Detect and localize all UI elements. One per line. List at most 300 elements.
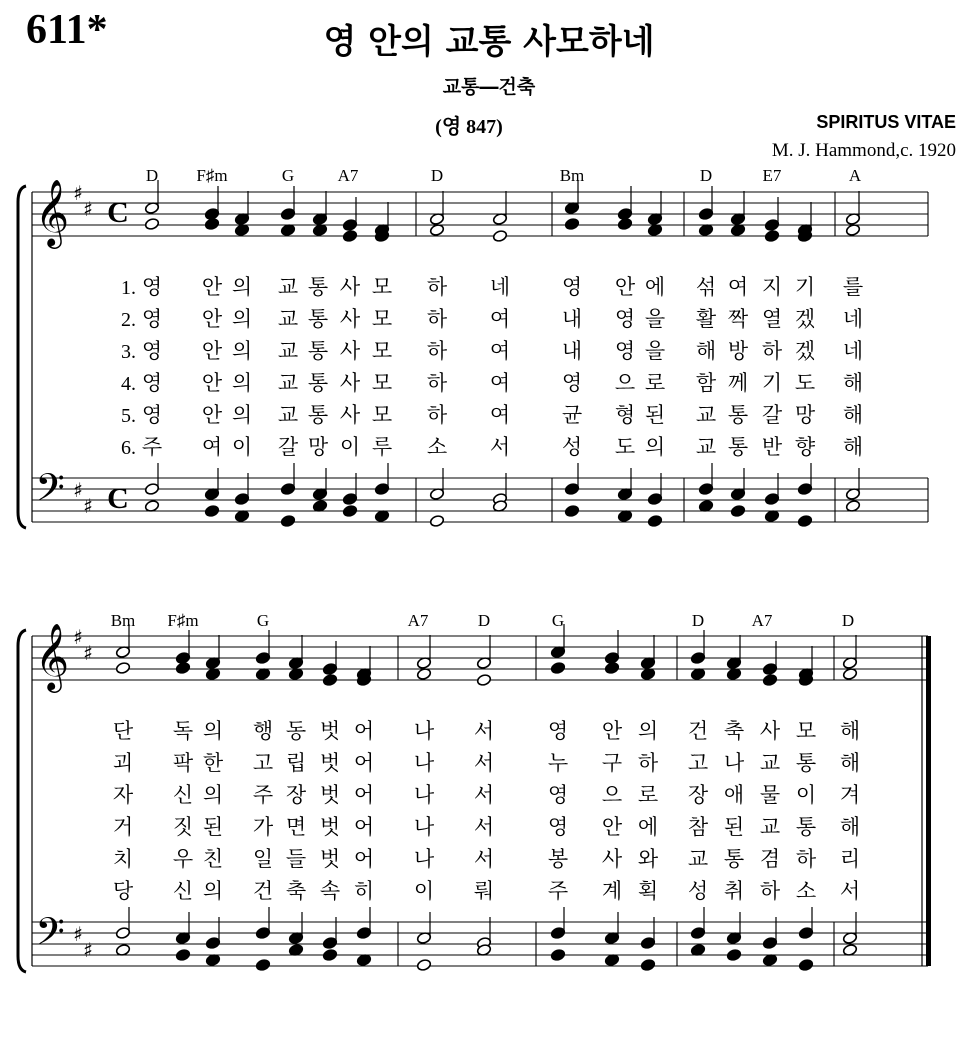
note-head xyxy=(255,926,270,939)
note-head xyxy=(280,482,295,495)
lyric-syllable: 균 xyxy=(561,403,583,427)
lyric-syllable: 겠 xyxy=(794,339,816,363)
lyric-syllable: 취 xyxy=(723,879,745,903)
lyric-syllable: 립 xyxy=(285,751,307,775)
lyric-syllable: 어 xyxy=(353,719,375,743)
note-head xyxy=(175,661,190,674)
lyric-syllable: 영 xyxy=(614,339,636,363)
lyric-syllable: 벗 xyxy=(319,783,341,807)
lyric-syllable: 활 xyxy=(695,307,717,331)
lyric-syllable: 안 xyxy=(614,275,636,299)
lyric-syllable: 행 xyxy=(252,719,274,743)
lyric-syllable: 와 xyxy=(637,847,659,871)
note-head xyxy=(374,482,389,495)
note-head xyxy=(762,673,777,686)
verse-number: 3. xyxy=(121,341,136,363)
lyric-syllable: 영 xyxy=(614,307,636,331)
lyric-syllable: 에 xyxy=(644,275,666,299)
lyric-syllable: 독 xyxy=(172,719,194,743)
lyric-syllable: 모 xyxy=(795,719,817,743)
chord-symbol: F♯m xyxy=(196,166,228,185)
lyric-syllable: 향 xyxy=(794,435,816,459)
lyric-syllable: 영 xyxy=(141,339,163,363)
note-head xyxy=(144,482,159,495)
verse-number: 2. xyxy=(121,309,136,331)
note-head xyxy=(205,936,220,949)
chord-symbol: Bm xyxy=(559,166,585,185)
note-head xyxy=(322,673,337,686)
lyric-syllable: 들 xyxy=(285,847,307,871)
lyric-syllable: 네 xyxy=(489,275,511,299)
lyric-syllable: 모 xyxy=(371,371,393,395)
lyric-syllable: 통 xyxy=(795,751,817,775)
lyric-syllable: 서 xyxy=(473,847,495,871)
lyric-syllable: 나 xyxy=(413,751,435,775)
verse-number: 1. xyxy=(121,277,136,299)
lyric-syllable: 이 xyxy=(231,435,253,459)
lyric-syllable: 하 xyxy=(426,403,448,427)
lyric-syllable: 여 xyxy=(489,339,511,363)
lyric-syllable: 영 xyxy=(141,307,163,331)
lyric-syllable: 구 xyxy=(601,751,623,775)
chord-symbol: G xyxy=(551,611,565,630)
note-head xyxy=(698,207,713,220)
lyric-syllable: 당 xyxy=(112,879,134,903)
lyric-syllable: 영 xyxy=(561,371,583,395)
time-signature: C xyxy=(107,196,129,229)
lyric-syllable: 짝 xyxy=(727,307,749,331)
lyric-syllable: 된 xyxy=(202,815,224,839)
lyric-syllable: 해 xyxy=(842,403,864,427)
lyric-syllable: 기 xyxy=(761,371,783,395)
lyric-syllable: 의 xyxy=(202,719,224,743)
note-head xyxy=(764,229,779,242)
lyric-syllable: 기 xyxy=(794,275,816,299)
lyric-syllable: 뤄 xyxy=(473,879,495,903)
lyric-syllable: 로 xyxy=(644,371,666,395)
lyric-syllable: 한 xyxy=(202,751,224,775)
lyric-syllable: 하 xyxy=(426,371,448,395)
note-head xyxy=(280,514,295,527)
lyric-syllable: 히 xyxy=(353,879,375,903)
lyric-syllable: 영 xyxy=(141,403,163,427)
lyric-syllable: 된 xyxy=(723,815,745,839)
note-head xyxy=(764,218,779,231)
lyric-syllable: 사 xyxy=(339,403,361,427)
chord-symbol: A7 xyxy=(407,611,429,630)
lyric-syllable: 사 xyxy=(759,719,781,743)
note-head xyxy=(342,492,357,505)
lyric-syllable: 주 xyxy=(141,435,163,459)
lyric-syllable: 갈 xyxy=(761,403,783,427)
chord-symbol: G xyxy=(281,166,295,185)
lyric-syllable: 축 xyxy=(723,719,745,743)
lyric-syllable: 안 xyxy=(201,275,223,299)
note-head xyxy=(322,936,337,949)
lyric-syllable: 장 xyxy=(285,783,307,807)
lyric-syllable: 통 xyxy=(307,371,329,395)
lyric-syllable: 의 xyxy=(231,275,253,299)
lyric-syllable: 망 xyxy=(794,403,816,427)
lyric-syllable: 사 xyxy=(339,307,361,331)
lyric-syllable: 단 xyxy=(112,719,134,743)
lyric-syllable: 성 xyxy=(561,435,583,459)
note-head xyxy=(492,229,507,242)
lyric-syllable: 영 xyxy=(547,719,569,743)
lyric-syllable: 해 xyxy=(695,339,717,363)
note-head xyxy=(476,673,491,686)
tune-name: SPIRITUS VITAE xyxy=(816,112,956,132)
lyric-syllable: 면 xyxy=(285,815,307,839)
lyric-syllable: 애 xyxy=(723,783,745,807)
final-barline-thick xyxy=(926,636,931,966)
lyric-syllable: 안 xyxy=(601,815,623,839)
lyric-syllable: 교 xyxy=(759,751,781,775)
sharp-icon: ♯ xyxy=(73,478,83,502)
lyric-syllable: 함 xyxy=(695,371,717,395)
lyric-syllable: 을 xyxy=(644,339,666,363)
note-head xyxy=(797,482,812,495)
note-head xyxy=(564,482,579,495)
lyric-syllable: 를 xyxy=(842,275,864,299)
lyric-syllable: 벗 xyxy=(319,815,341,839)
lyric-syllable: 의 xyxy=(644,435,666,459)
lyric-syllable: 참 xyxy=(687,815,709,839)
lyric-syllable: 나 xyxy=(413,719,435,743)
lyric-syllable: 일 xyxy=(252,847,274,871)
lyric-syllable: 지 xyxy=(761,275,783,299)
lyric-syllable: 성 xyxy=(687,879,709,903)
lyric-syllable: 통 xyxy=(307,403,329,427)
lyric-syllable: 교 xyxy=(695,435,717,459)
lyric-syllable: 의 xyxy=(231,339,253,363)
lyric-syllable: 친 xyxy=(202,847,224,871)
note-head xyxy=(640,936,655,949)
note-head xyxy=(647,492,662,505)
lyric-syllable: 하 xyxy=(759,879,781,903)
note-head xyxy=(342,504,357,517)
lyric-syllable: 방 xyxy=(727,339,749,363)
lyric-syllable: 치 xyxy=(112,847,134,871)
lyric-syllable: 통 xyxy=(307,339,329,363)
lyric-syllable: 교 xyxy=(277,403,299,427)
lyric-syllable: 반 xyxy=(761,435,783,459)
lyric-syllable: 어 xyxy=(353,751,375,775)
note-head xyxy=(322,662,337,675)
lyric-syllable: 의 xyxy=(231,403,253,427)
lyric-syllable: 교 xyxy=(277,371,299,395)
lyric-syllable: 갈 xyxy=(277,435,299,459)
lyric-syllable: 모 xyxy=(371,339,393,363)
lyric-syllable: 건 xyxy=(252,879,274,903)
chord-symbol: Bm xyxy=(110,611,136,630)
lyric-syllable: 이 xyxy=(795,783,817,807)
lyric-syllable: 서 xyxy=(473,719,495,743)
note-head xyxy=(550,948,565,961)
note-head xyxy=(726,948,741,961)
note-head xyxy=(144,217,159,230)
lyric-syllable: 섞 xyxy=(695,275,717,299)
lyric-syllable: 고 xyxy=(687,751,709,775)
note-head xyxy=(730,504,745,517)
note-head xyxy=(690,926,705,939)
lyric-syllable: 열 xyxy=(761,307,783,331)
lyric-syllable: 신 xyxy=(172,783,194,807)
lyric-syllable: 나 xyxy=(723,751,745,775)
note-head xyxy=(322,948,337,961)
lyric-syllable: 모 xyxy=(371,307,393,331)
chord-symbol: G xyxy=(256,611,270,630)
lyric-syllable: 벗 xyxy=(319,719,341,743)
note-head xyxy=(429,514,444,527)
hymn-reference: (영 847) xyxy=(435,116,503,138)
lyric-syllable: 망 xyxy=(307,435,329,459)
lyric-syllable: 사 xyxy=(339,371,361,395)
lyric-syllable: 하 xyxy=(426,275,448,299)
note-head xyxy=(550,661,565,674)
score-text xyxy=(35,166,863,963)
verse-number: 4. xyxy=(121,373,136,395)
sharp-icon: ♯ xyxy=(83,494,93,518)
sharp-icon: ♯ xyxy=(73,181,83,205)
lyric-syllable: 해 xyxy=(839,719,861,743)
lyric-syllable: 영 xyxy=(141,371,163,395)
lyric-syllable: 네 xyxy=(842,307,864,331)
lyric-syllable: 교 xyxy=(277,275,299,299)
lyric-syllable: 로 xyxy=(637,783,659,807)
note-head xyxy=(416,958,431,971)
lyric-syllable: 도 xyxy=(614,435,636,459)
lyric-syllable: 가 xyxy=(252,815,274,839)
lyric-syllable: 의 xyxy=(231,307,253,331)
chord-symbol: D xyxy=(477,611,491,630)
lyric-syllable: 으 xyxy=(614,371,636,395)
lyric-syllable: 루 xyxy=(371,435,393,459)
note-head xyxy=(280,207,295,220)
lyric-syllable: 의 xyxy=(637,719,659,743)
note-head xyxy=(762,662,777,675)
lyric-syllable: 을 xyxy=(644,307,666,331)
note-head xyxy=(797,514,812,527)
lyric-syllable: 영 xyxy=(141,275,163,299)
lyric-syllable: 이 xyxy=(413,879,435,903)
lyric-syllable: 통 xyxy=(727,435,749,459)
note-head xyxy=(798,926,813,939)
lyric-syllable: 교 xyxy=(277,339,299,363)
chord-symbol: D xyxy=(430,166,444,185)
lyric-syllable: 어 xyxy=(353,783,375,807)
lyric-syllable: 획 xyxy=(637,879,659,903)
lyric-syllable: 소 xyxy=(795,879,817,903)
lyric-syllable: 나 xyxy=(413,815,435,839)
note-head xyxy=(798,958,813,971)
lyric-syllable: 영 xyxy=(561,275,583,299)
note-head xyxy=(617,217,632,230)
chord-symbol: E7 xyxy=(762,166,782,185)
lyric-syllable: 장 xyxy=(687,783,709,807)
lyric-syllable: 교 xyxy=(687,847,709,871)
note-head xyxy=(255,651,270,664)
chord-symbol: D xyxy=(699,166,713,185)
sharp-icon: ♯ xyxy=(73,922,83,946)
chord-symbol: F♯m xyxy=(167,611,199,630)
lyric-syllable: 봉 xyxy=(547,847,569,871)
note-head xyxy=(175,948,190,961)
note-head xyxy=(234,492,249,505)
lyric-syllable: 서 xyxy=(489,435,511,459)
lyric-syllable: 여 xyxy=(489,403,511,427)
lyric-syllable: 누 xyxy=(547,751,569,775)
verse-number: 6. xyxy=(121,437,136,459)
time-signature: C xyxy=(107,482,129,515)
hymn-subtitle: 교통―건축 xyxy=(442,76,536,98)
lyric-syllable: 통 xyxy=(727,403,749,427)
lyric-syllable: 주 xyxy=(547,879,569,903)
lyric-syllable: 신 xyxy=(172,879,194,903)
verse-number: 5. xyxy=(121,405,136,427)
lyric-syllable: 된 xyxy=(644,403,666,427)
note-head xyxy=(564,217,579,230)
note-head xyxy=(342,229,357,242)
note-head xyxy=(764,492,779,505)
lyric-syllable: 모 xyxy=(371,275,393,299)
lyric-syllable: 영 xyxy=(547,783,569,807)
lyric-syllable: 고 xyxy=(252,751,274,775)
lyric-syllable: 도 xyxy=(794,371,816,395)
lyric-syllable: 리 xyxy=(839,847,861,871)
lyric-syllable: 안 xyxy=(201,371,223,395)
lyric-syllable: 괴 xyxy=(112,751,134,775)
lyric-syllable: 벗 xyxy=(319,847,341,871)
lyric-syllable: 여 xyxy=(727,275,749,299)
lyric-syllable: 계 xyxy=(601,879,623,903)
lyric-syllable: 안 xyxy=(201,339,223,363)
chord-symbol: A7 xyxy=(751,611,773,630)
lyric-syllable: 하 xyxy=(637,751,659,775)
lyric-syllable: 사 xyxy=(601,847,623,871)
lyric-syllable: 통 xyxy=(795,815,817,839)
lyric-syllable: 나 xyxy=(413,783,435,807)
note-head xyxy=(564,504,579,517)
lyric-syllable: 의 xyxy=(202,879,224,903)
lyric-syllable: 겠 xyxy=(794,307,816,331)
lyric-syllable: 하 xyxy=(426,307,448,331)
note-head xyxy=(550,926,565,939)
chord-symbol: D xyxy=(691,611,705,630)
note-head xyxy=(647,514,662,527)
lyric-syllable: 형 xyxy=(614,403,636,427)
lyric-syllable: 자 xyxy=(112,783,134,807)
lyric-syllable: 서 xyxy=(473,783,495,807)
lyric-syllable: 안 xyxy=(201,307,223,331)
chord-symbol: A7 xyxy=(337,166,359,185)
lyric-syllable: 내 xyxy=(561,339,583,363)
lyric-syllable: 사 xyxy=(339,275,361,299)
system-1-treble-clef-icon: 𝄞 xyxy=(34,178,70,246)
lyric-syllable: 서 xyxy=(473,751,495,775)
lyric-syllable: 께 xyxy=(727,371,749,395)
note-head xyxy=(698,482,713,495)
lyric-syllable: 거 xyxy=(112,815,134,839)
lyric-syllable: 안 xyxy=(201,403,223,427)
lyric-syllable: 나 xyxy=(413,847,435,871)
system-1-bass-clef-icon: 𝄢 xyxy=(35,465,65,519)
lyric-syllable: 소 xyxy=(426,435,448,459)
lyric-syllable: 물 xyxy=(759,783,781,807)
composer-credit: M. J. Hammond,c. 1920 xyxy=(771,140,956,161)
note-head xyxy=(255,958,270,971)
lyric-syllable: 짓 xyxy=(172,815,194,839)
system-2-treble-clef-icon: 𝄞 xyxy=(34,622,70,690)
lyric-syllable: 해 xyxy=(842,435,864,459)
lyric-syllable: 교 xyxy=(695,403,717,427)
lyric-syllable: 통 xyxy=(723,847,745,871)
sharp-icon: ♯ xyxy=(83,938,93,962)
lyric-syllable: 사 xyxy=(339,339,361,363)
lyric-syllable: 여 xyxy=(201,435,223,459)
lyric-syllable: 해 xyxy=(839,815,861,839)
lyric-syllable: 이 xyxy=(339,435,361,459)
lyric-syllable: 의 xyxy=(231,371,253,395)
lyric-syllable: 겨 xyxy=(839,783,861,807)
system-2-bass-clef-icon: 𝄢 xyxy=(35,909,65,963)
lyric-syllable: 어 xyxy=(353,815,375,839)
note-head xyxy=(640,958,655,971)
hymn-number: 611* xyxy=(26,7,108,53)
lyric-syllable: 주 xyxy=(252,783,274,807)
sharp-icon: ♯ xyxy=(83,197,93,221)
note-head xyxy=(115,926,130,939)
lyric-syllable: 속 xyxy=(319,879,341,903)
lyric-syllable: 동 xyxy=(285,719,307,743)
chord-symbol: D xyxy=(841,611,855,630)
chord-symbol: D xyxy=(145,166,159,185)
lyric-syllable: 팍 xyxy=(172,751,194,775)
lyric-syllable: 벗 xyxy=(319,751,341,775)
lyric-syllable: 하 xyxy=(761,339,783,363)
system-2-bracket xyxy=(18,630,26,972)
lyric-syllable: 통 xyxy=(307,307,329,331)
lyric-syllable: 네 xyxy=(842,339,864,363)
lyric-syllable: 모 xyxy=(371,403,393,427)
lyric-syllable: 서 xyxy=(473,815,495,839)
lyric-syllable: 하 xyxy=(795,847,817,871)
system-1-bracket xyxy=(18,186,26,528)
lyric-syllable: 겸 xyxy=(759,847,781,871)
note-head xyxy=(604,661,619,674)
lyric-syllable: 서 xyxy=(839,879,861,903)
lyric-syllable: 교 xyxy=(759,815,781,839)
note-head xyxy=(204,504,219,517)
lyric-syllable: 내 xyxy=(561,307,583,331)
note-head xyxy=(690,651,705,664)
sharp-icon: ♯ xyxy=(83,641,93,665)
lyric-syllable: 축 xyxy=(285,879,307,903)
lyric-syllable: 하 xyxy=(426,339,448,363)
note-head xyxy=(342,218,357,231)
sharp-icon: ♯ xyxy=(73,625,83,649)
lyric-syllable: 으 xyxy=(601,783,623,807)
lyric-syllable: 에 xyxy=(637,815,659,839)
lyric-syllable: 영 xyxy=(547,815,569,839)
lyric-syllable: 통 xyxy=(307,275,329,299)
lyric-syllable: 어 xyxy=(353,847,375,871)
chord-symbol: A xyxy=(848,166,862,185)
lyric-syllable: 우 xyxy=(172,847,194,871)
note-head xyxy=(115,661,130,674)
lyric-syllable: 여 xyxy=(489,307,511,331)
lyric-syllable: 여 xyxy=(489,371,511,395)
